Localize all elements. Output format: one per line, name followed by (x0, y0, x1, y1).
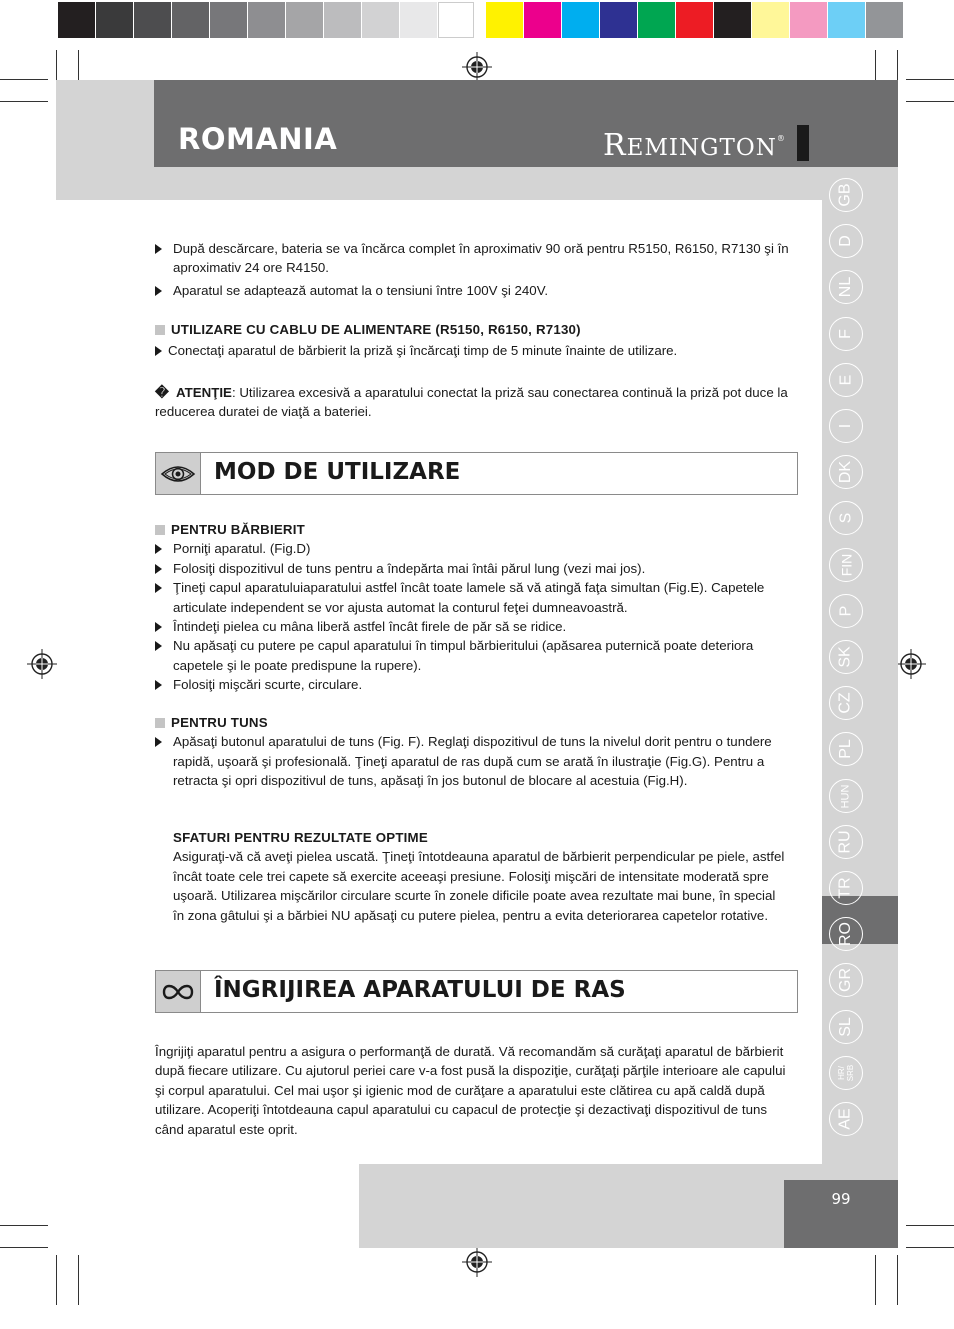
bullet-text: Nu apăsaţi cu putere pe capul aparatului în timpul bărbieritului (apăsarea puternică poate deteriora capetele şi le poate predispune la rupere). (173, 638, 754, 673)
trimming-heading-text: PENTRU TUNS (171, 715, 268, 730)
color-swatch (562, 2, 600, 38)
color-swatch (362, 2, 400, 38)
bullet-text: Aparatul se adaptează automat la o tensiuni între 100V şi 240V. (173, 282, 549, 298)
language-tab-pl[interactable] (829, 732, 863, 766)
registration-mark-icon (27, 649, 57, 679)
bullet-triangle-icon (155, 544, 162, 554)
language-tab-label: CZ (836, 692, 854, 714)
crop-mark (56, 1255, 57, 1305)
language-tab-label: AE (837, 1108, 854, 1130)
crop-mark (875, 1255, 876, 1305)
language-tab-label: TR (836, 877, 854, 899)
shaving-list (155, 539, 800, 694)
language-tab-label: DK (836, 460, 854, 484)
language-tab-dk[interactable] (829, 455, 863, 489)
language-tab-label: SK (837, 646, 854, 668)
brand-logo (603, 128, 786, 163)
language-tab-label: RU (836, 830, 854, 854)
crop-mark (0, 1225, 48, 1226)
infinity-icon (156, 971, 201, 1012)
color-swatch (714, 2, 752, 38)
language-tab-label: P (836, 605, 854, 617)
list-item (155, 617, 800, 636)
crop-mark (906, 1247, 954, 1248)
bullet-triangle-icon (155, 737, 162, 747)
section-usage-header (155, 452, 798, 495)
warning-paragraph (155, 383, 795, 422)
tips-heading: SFATURI PENTRU REZULTATE OPTIME (173, 830, 428, 845)
language-tab-sl[interactable] (829, 1010, 863, 1044)
crop-mark (0, 79, 48, 80)
cable-heading-text: UTILIZARE CU CABLU DE ALIMENTARE (R5150, R6150, R7130) (171, 322, 581, 337)
crop-mark (897, 50, 898, 84)
bullet-text: După descărcare, bateria se va încărca complet în aproximativ 90 oră pentru R5150, R6150, R7130 şi în aproximativ 24 ore R4150. (173, 241, 789, 276)
language-tab-p[interactable] (829, 594, 863, 628)
color-swatch (752, 2, 790, 38)
crop-mark (56, 50, 57, 84)
language-tab-d[interactable] (829, 224, 863, 258)
language-tab-label: E (836, 374, 854, 386)
bullet-text: Porniţi aparatul. (Fig.D) (173, 541, 311, 557)
square-marker-icon (155, 525, 165, 535)
color-swatch (828, 2, 866, 38)
brand-mark: ® (776, 134, 786, 143)
list-item (155, 559, 800, 578)
crop-mark (906, 79, 954, 80)
warning-label: ATENŢIE (176, 385, 232, 400)
eye-icon (156, 453, 201, 494)
language-tab-tr[interactable] (829, 871, 863, 905)
brand-rest: EMINGTON (626, 135, 777, 161)
warning-text: : Utilizarea excesivă a aparatului conectat la priză sau conectarea continuă la priză pot duce la reducerea duratei de viaţă a bateriei. (155, 385, 788, 420)
bullet-triangle-icon (155, 564, 162, 574)
color-swatch (400, 2, 438, 38)
page-title: ROMANIA (178, 122, 338, 156)
language-tab-ru[interactable] (829, 825, 863, 859)
color-swatch (438, 2, 474, 38)
bullet-text: Conectaţi aparatul de bărbierit la priză şi încărcaţi timp de 5 minute înainte de utilizare. (168, 343, 678, 359)
square-marker-icon (155, 325, 165, 335)
tips-section (173, 828, 788, 925)
bullet-triangle-icon (155, 244, 162, 254)
color-swatch (790, 2, 828, 38)
language-tab-label: I (836, 423, 854, 429)
language-tab-gb[interactable] (829, 178, 863, 212)
section-care-header (155, 970, 798, 1013)
language-tab-gr[interactable] (829, 963, 863, 997)
square-marker-icon (155, 718, 165, 728)
language-tab-cz[interactable] (829, 686, 863, 720)
brand-bar (797, 125, 809, 161)
list-item (155, 341, 795, 360)
language-tab-label: GB (837, 183, 854, 207)
care-paragraph: Îngrijiţi aparatul pentru a asigura o performanţă de durată. Vă recomandăm să curăţaţi aparatul de bărbierit după fiecare utilizare. Cu ajutorul periei care v-a fost pusă la dispoziţie, curăţaţi părţile interioare ale capului şi corpul aparatului. Cel mai uşor şi igienic mod de curăţare a aparatului este clătirea cu apă caldă după utilizare. Acoperiţi întotdeauna capul aparatului cu capacul de protecţie şi dezactivaţi dispozitivul de tuns când aparatul este oprit. (155, 1044, 786, 1137)
crop-mark (906, 1225, 954, 1226)
language-tab-sk[interactable] (829, 640, 863, 674)
bullet-text: Folosiţi dispozitivul de tuns pentru a îndepărta mai întâi părul lung (vezi mai jos). (173, 560, 646, 576)
bullet-triangle-icon (155, 680, 162, 690)
crop-mark (875, 50, 876, 84)
crop-mark (78, 1255, 79, 1305)
registration-mark-icon (896, 649, 926, 679)
language-tab-e[interactable] (829, 363, 863, 397)
page-number-box (784, 1180, 898, 1248)
color-swatch (58, 2, 96, 38)
color-swatch (676, 2, 714, 38)
page-number: 99 (831, 1190, 851, 1208)
language-tab-nl[interactable] (829, 270, 863, 304)
crop-mark (78, 50, 79, 84)
color-swatch (486, 2, 524, 38)
crop-mark (0, 1247, 48, 1248)
language-tab-hr-srb[interactable] (829, 1056, 863, 1090)
list-item (155, 732, 800, 790)
language-tab-label: F (837, 329, 854, 339)
language-tab-label: SL (836, 1017, 854, 1037)
bullet-triangle-icon (155, 286, 162, 296)
list-item (155, 539, 800, 558)
color-swatch (286, 2, 324, 38)
language-tab-f[interactable] (829, 317, 863, 351)
language-tab-hun[interactable] (829, 779, 863, 813)
list-item (155, 281, 795, 300)
language-tab-label: GR (837, 968, 854, 992)
language-tab-label: D (837, 235, 854, 247)
bullet-text: Ţineţi capul aparatuluiaparatului astfel încât toate lamele să vă atingă faţa simultan (Fig.E). Capetele articulate independent se vor ajusta automat la conturul feţei dumneavoastră. (173, 580, 765, 615)
language-tab-ro[interactable] (829, 917, 863, 951)
color-swatch (248, 2, 286, 38)
color-swatch (172, 2, 210, 38)
language-tab-label: HUN (839, 784, 852, 808)
language-tab-i[interactable] (829, 409, 863, 443)
trimming-section (155, 713, 800, 791)
section-care-title: ÎNGRIJIREA APARATULUI DE RAS (214, 977, 626, 1003)
color-swatch (866, 2, 904, 38)
color-swatch (524, 2, 562, 38)
color-swatch (638, 2, 676, 38)
crop-mark (906, 101, 954, 102)
language-tab-label: NL (836, 276, 854, 298)
bullet-text: Folosiţi mişcări scurte, circulare. (173, 677, 363, 693)
registration-mark-icon (462, 52, 492, 82)
tips-text: Asiguraţi-vă că aveţi pielea uscată. Ţineţi întotdeauna aparatul de bărbierit perpendicular pe piele, astfel încât toate cele trei capete să exercite aceeaşi presiune. Folosiţi mişcări de intensitate moderată spre uşoară. Utilizarea mişcărilor circulare scurte în zonele dificile poate avea rezultate mai bune, în special în zona gâtului şi a bărbiei NU apăsaţi cu putere pielea, pentru a evita deteriorarea capetelor rotative. (173, 849, 785, 923)
color-swatch (96, 2, 134, 38)
language-tab-label: HR/ SRB (836, 1064, 855, 1082)
color-swatch (210, 2, 248, 38)
list-item (155, 239, 795, 278)
bullet-text: Întindeţi pielea cu mâna liberă astfel încât firele de păr să se ridice. (173, 619, 567, 635)
language-tab-ae[interactable] (829, 1102, 863, 1136)
shaving-section (155, 520, 800, 695)
bullet-triangle-icon (155, 641, 162, 651)
crop-mark (897, 1255, 898, 1305)
section-usage-title: MOD DE UTILIZARE (214, 459, 461, 485)
bullet-triangle-icon (155, 622, 162, 632)
language-tab-label: RO (837, 922, 854, 946)
bullet-text: Apăsaţi butonul aparatului de tuns (Fig. F). Reglaţi dispozitivul de tuns la nivelul dorit pentru o tundere rapidă, uşoară şi profesională. Ţineţi aparatul de ras după cum se arată în ilustraţie (Fig.G). Pentru a retracta şi opri dispozitivul de tuns, apăsaţi în jos butonul de blocare al acestuia (Fig.H). (173, 734, 772, 789)
registration-mark-icon (462, 1247, 492, 1277)
color-swatch (600, 2, 638, 38)
shaving-heading-text: PENTRU BĂRBIERIT (171, 522, 305, 537)
color-swatch (324, 2, 362, 38)
list-item (155, 675, 800, 694)
color-swatch (134, 2, 172, 38)
bullet-triangle-icon (155, 346, 162, 356)
language-tab-label: PL (836, 739, 854, 759)
print-color-bar (58, 2, 896, 38)
intro-list (155, 239, 795, 300)
brand-initial: R (603, 128, 627, 163)
shaving-heading (155, 520, 800, 539)
bullet-triangle-icon (155, 583, 162, 593)
list-item (155, 578, 800, 617)
language-tab-label: FIN (838, 553, 854, 577)
list-item (155, 636, 800, 675)
cable-heading (155, 320, 795, 339)
language-tab-label: S (836, 512, 854, 524)
crop-mark (0, 101, 48, 102)
trimming-heading (155, 713, 800, 732)
warning-icon: � (155, 385, 169, 400)
language-tab-s[interactable] (829, 501, 863, 535)
cable-section (155, 320, 795, 361)
language-tab-fin[interactable] (829, 548, 863, 582)
